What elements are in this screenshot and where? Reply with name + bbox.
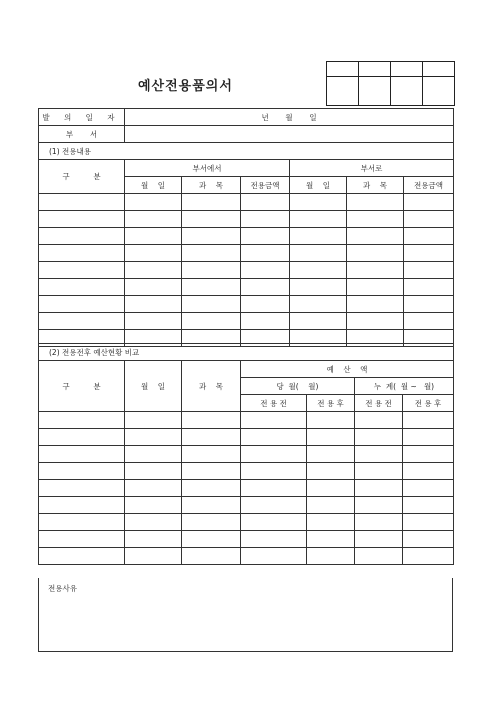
- month-day-header: 월 일: [125, 361, 182, 412]
- table-cell[interactable]: [355, 412, 403, 429]
- approval-sign-cell[interactable]: [391, 77, 423, 106]
- table-cell[interactable]: [241, 429, 307, 446]
- table-cell[interactable]: [241, 211, 290, 228]
- table-cell[interactable]: [182, 228, 241, 245]
- table-cell[interactable]: [404, 262, 454, 279]
- table-row: [39, 463, 454, 480]
- table-cell[interactable]: [403, 548, 454, 565]
- table-row: [39, 313, 454, 330]
- table-cell[interactable]: [125, 446, 182, 463]
- table-cell[interactable]: [403, 514, 454, 531]
- col-month-day: 월 일: [125, 177, 182, 194]
- dept-field[interactable]: [125, 126, 454, 143]
- table-cell[interactable]: [39, 245, 125, 262]
- table-row: [39, 296, 454, 313]
- table-cell[interactable]: [347, 313, 404, 330]
- cumulative-header: 누 계( 월 ~ 월): [355, 378, 454, 395]
- table-cell[interactable]: [125, 194, 182, 211]
- approval-header-cell: [391, 62, 423, 77]
- table-cell[interactable]: [125, 531, 182, 548]
- table-cell[interactable]: [39, 194, 125, 211]
- to-dept-header: 부서로: [290, 160, 454, 177]
- col-after: 전 용 후: [403, 395, 454, 412]
- section2-heading: (2) 전용전후 예산현황 비교: [39, 344, 454, 361]
- table-cell[interactable]: [39, 262, 125, 279]
- col-before: 전 용 전: [355, 395, 403, 412]
- table-cell[interactable]: [355, 446, 403, 463]
- table-cell[interactable]: [182, 497, 241, 514]
- table-cell[interactable]: [347, 279, 404, 296]
- table-cell[interactable]: [125, 429, 182, 446]
- table-cell[interactable]: [241, 262, 290, 279]
- table-cell[interactable]: [182, 548, 241, 565]
- approval-sign-cell[interactable]: [359, 77, 391, 106]
- table-cell[interactable]: [39, 211, 125, 228]
- table-row: [39, 497, 454, 514]
- table-cell[interactable]: [125, 313, 182, 330]
- table-cell[interactable]: [125, 211, 182, 228]
- table-cell[interactable]: [355, 514, 403, 531]
- table-cell[interactable]: [39, 497, 125, 514]
- table-cell[interactable]: [39, 228, 125, 245]
- dept-label: 부 서: [39, 126, 125, 143]
- table-cell[interactable]: [125, 228, 182, 245]
- table-cell[interactable]: [241, 194, 290, 211]
- document-title: 예산전용품의서: [138, 79, 233, 94]
- table-cell[interactable]: [182, 279, 241, 296]
- table-row: [39, 262, 454, 279]
- table-row: [39, 228, 454, 245]
- table-cell[interactable]: [307, 429, 355, 446]
- table-cell[interactable]: [125, 497, 182, 514]
- table-row: [39, 194, 454, 211]
- table-cell[interactable]: [355, 429, 403, 446]
- table-cell[interactable]: [241, 228, 290, 245]
- table-cell[interactable]: [290, 245, 347, 262]
- table-cell[interactable]: [290, 279, 347, 296]
- table-cell[interactable]: [241, 279, 290, 296]
- table-cell[interactable]: [290, 262, 347, 279]
- col-amount: 전용금액: [241, 177, 290, 194]
- table-cell[interactable]: [241, 446, 307, 463]
- table-cell[interactable]: [347, 211, 404, 228]
- table-cell[interactable]: [241, 531, 307, 548]
- table-cell[interactable]: [403, 480, 454, 497]
- table-row: [39, 531, 454, 548]
- col-subject: 과 목: [182, 177, 241, 194]
- col-after: 전 용 후: [307, 395, 355, 412]
- table-cell[interactable]: [182, 313, 241, 330]
- table-cell[interactable]: [182, 412, 241, 429]
- table-cell[interactable]: [403, 497, 454, 514]
- issue-date-label: 발 의 일 자: [39, 109, 125, 126]
- gubun-header: 구 분: [39, 160, 125, 194]
- table-cell[interactable]: [290, 296, 347, 313]
- table-cell[interactable]: [39, 446, 125, 463]
- table-cell[interactable]: [404, 279, 454, 296]
- table-cell[interactable]: [290, 211, 347, 228]
- reason-box[interactable]: [38, 578, 453, 652]
- section1-heading: (1) 전용내용: [39, 143, 454, 160]
- table-cell[interactable]: [125, 279, 182, 296]
- table-cell[interactable]: [347, 194, 404, 211]
- transfer-content-table: [38, 108, 454, 347]
- table-row: [39, 211, 454, 228]
- table-cell[interactable]: [182, 262, 241, 279]
- table-cell[interactable]: [125, 412, 182, 429]
- table-cell[interactable]: [125, 480, 182, 497]
- table-cell[interactable]: [241, 480, 307, 497]
- table-row: [39, 548, 454, 565]
- table-cell[interactable]: [403, 412, 454, 429]
- table-cell[interactable]: [125, 296, 182, 313]
- approval-header-cell: [423, 62, 455, 77]
- table-cell[interactable]: [182, 194, 241, 211]
- table-cell[interactable]: [241, 497, 307, 514]
- table-cell[interactable]: [347, 228, 404, 245]
- table-cell[interactable]: [347, 245, 404, 262]
- table-cell[interactable]: [125, 514, 182, 531]
- budget-header: 예 산 액: [241, 361, 454, 378]
- table-cell[interactable]: [241, 296, 290, 313]
- from-dept-header: 부서에서: [125, 160, 290, 177]
- table-cell[interactable]: [241, 245, 290, 262]
- table-cell[interactable]: [307, 548, 355, 565]
- reason-label: 전용사유: [48, 584, 77, 593]
- table-cell[interactable]: [355, 497, 403, 514]
- table-cell[interactable]: [404, 245, 454, 262]
- table-cell[interactable]: [39, 548, 125, 565]
- table-cell[interactable]: [125, 548, 182, 565]
- table-cell[interactable]: [39, 531, 125, 548]
- table-cell[interactable]: [404, 313, 454, 330]
- table-cell[interactable]: [39, 412, 125, 429]
- table-cell[interactable]: [307, 446, 355, 463]
- table-cell[interactable]: [39, 313, 125, 330]
- table-row: [39, 412, 454, 429]
- col-amount: 전용금액: [404, 177, 454, 194]
- table-cell[interactable]: [347, 262, 404, 279]
- table-cell[interactable]: [404, 194, 454, 211]
- table-cell[interactable]: [182, 211, 241, 228]
- table-cell[interactable]: [307, 463, 355, 480]
- table-cell[interactable]: [182, 296, 241, 313]
- approval-header-cell: [359, 62, 391, 77]
- table-cell[interactable]: [404, 296, 454, 313]
- issue-date-field[interactable]: 년 월 일: [125, 109, 454, 126]
- table-cell[interactable]: [39, 463, 125, 480]
- table-cell[interactable]: [241, 412, 307, 429]
- gubun-header: 구 분: [39, 361, 125, 412]
- budget-comparison-table: [38, 343, 454, 565]
- table-cell[interactable]: [182, 446, 241, 463]
- table-row: [39, 245, 454, 262]
- current-month-header: 당 월( 월): [241, 378, 355, 395]
- table-cell[interactable]: [347, 296, 404, 313]
- table-cell[interactable]: [39, 279, 125, 296]
- table-cell[interactable]: [404, 228, 454, 245]
- table-cell[interactable]: [125, 245, 182, 262]
- table-cell[interactable]: [307, 531, 355, 548]
- table-cell[interactable]: [241, 313, 290, 330]
- table-cell[interactable]: [307, 497, 355, 514]
- table-cell[interactable]: [307, 480, 355, 497]
- table-cell[interactable]: [39, 480, 125, 497]
- col-month-day: 월 일: [290, 177, 347, 194]
- table-cell[interactable]: [182, 245, 241, 262]
- table-cell[interactable]: [355, 480, 403, 497]
- table-cell[interactable]: [39, 296, 125, 313]
- table-cell[interactable]: [403, 429, 454, 446]
- subject-header: 과 목: [182, 361, 241, 412]
- table-cell[interactable]: [290, 313, 347, 330]
- table-cell[interactable]: [403, 446, 454, 463]
- table-cell[interactable]: [125, 463, 182, 480]
- table-cell[interactable]: [403, 531, 454, 548]
- table-cell[interactable]: [290, 228, 347, 245]
- table-cell[interactable]: [355, 463, 403, 480]
- table-cell[interactable]: [39, 429, 125, 446]
- table-row: [39, 446, 454, 463]
- col-before: 전 용 전: [241, 395, 307, 412]
- table-cell[interactable]: [39, 514, 125, 531]
- table-cell[interactable]: [307, 514, 355, 531]
- table-cell[interactable]: [290, 194, 347, 211]
- col-subject: 과 목: [347, 177, 404, 194]
- approval-sign-cell[interactable]: [327, 77, 359, 106]
- table-cell[interactable]: [182, 514, 241, 531]
- table-cell[interactable]: [182, 480, 241, 497]
- table-cell[interactable]: [355, 548, 403, 565]
- table-cell[interactable]: [404, 211, 454, 228]
- table-row: [39, 480, 454, 497]
- table-cell[interactable]: [125, 262, 182, 279]
- table-cell[interactable]: [241, 514, 307, 531]
- table-cell[interactable]: [355, 531, 403, 548]
- table-row: [39, 279, 454, 296]
- table-cell[interactable]: [182, 429, 241, 446]
- approval-sign-cell[interactable]: [423, 77, 455, 106]
- table-cell[interactable]: [182, 531, 241, 548]
- approval-header-cell: [327, 62, 359, 77]
- table-cell[interactable]: [241, 548, 307, 565]
- table-cell[interactable]: [241, 463, 307, 480]
- table-row: [39, 429, 454, 446]
- approval-stamp-box: [326, 61, 455, 106]
- table-cell[interactable]: [307, 412, 355, 429]
- table-cell[interactable]: [403, 463, 454, 480]
- table-cell[interactable]: [182, 463, 241, 480]
- table-row: [39, 514, 454, 531]
